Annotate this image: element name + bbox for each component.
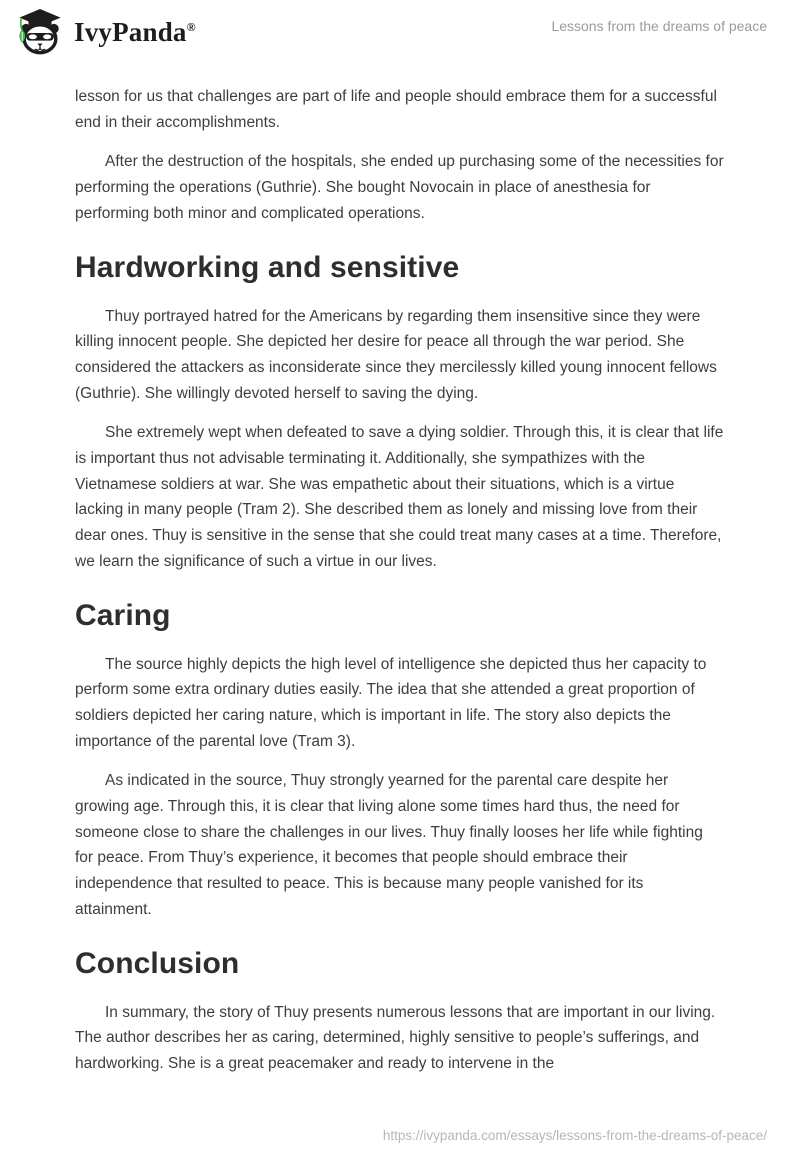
paragraph-continued: lesson for us that challenges are part of life and people should embrace them for a successful end in their accomplishments.: [75, 88, 717, 131]
brand-text: IvyPanda: [74, 17, 187, 47]
paragraph: In summary, the story of Thuy presents numerous lessons that are important in our living. The author describes her as caring, determined, highly sensitive to people’s sufferings, and hardworking. She is a great peacemaker and ready to intervene in the: [75, 1003, 716, 1072]
page-header: [0, 0, 800, 58]
ivypanda-brand[interactable]: [16, 8, 196, 56]
panda-graduate-icon: [16, 8, 64, 56]
section-heading-conclusion: Conclusion: [75, 946, 240, 980]
section-heading-hardworking-and-sensitive: Hardworking and sensitive: [75, 250, 460, 284]
brand-name: [74, 8, 196, 56]
source-url-link[interactable]: https://ivypanda.com/essays/lessons-from-the-dreams-of-peace/: [382, 1128, 767, 1143]
paragraph: She extremely wept when defeated to save a dying soldier. Through this, it is clear that life is important thus not advisable terminating it. Additionally, she sympathizes with the Vietnamese soldiers at war. She was empathetic about their situations, which is a virtue lacking in many people (Tram 2). She described them as lonely and missing love from their dear ones. Thuy is sensitive in the sense that she could treat many cases at a time. Therefore, we learn the significance of such a virtue in our lives.: [75, 424, 724, 570]
section-heading-caring: Caring: [75, 598, 171, 632]
paragraph: As indicated in the source, Thuy strongly yearned for the parental care despite her growing age. Through this, it is clear that living alone some times hard thus, the need for someone close to share the challenges in our lives. Thuy finally looses her life while fighting for peace. From Thuy’s experience, it becomes that people should embrace their independence that resulted to peace. This is because many people vanished for its attainment.: [75, 772, 703, 918]
running-head-title: Lessons from the dreams of peace: [551, 18, 767, 34]
page-footer: [383, 1127, 767, 1145]
registered-trademark: ®: [186, 20, 196, 34]
paragraph: Thuy portrayed hatred for the Americans by regarding them insensitive since they were killing innocent people. She depicted her desire for peace all through the war period. She considered the attackers as inconsiderate since they mercilessly killed young innocent fellows (Guthrie). She willingly devoted herself to saving the dying.: [75, 307, 717, 402]
paragraph: After the destruction of the hospitals, she ended up purchasing some of the necessities for performing the operations (Guthrie). She bought Novocain in place of anesthesia for performing both minor and complicated operations.: [75, 153, 724, 222]
paragraph: The source highly depicts the high level of intelligence she depicted thus her capacity to perform some extra ordinary duties easily. The idea that she attended a great proportion of soldiers depicted her caring nature, which is important in life. The story also depicts the importance of the parental love (Tram 3).: [75, 655, 707, 750]
essay-body: [0, 58, 800, 1077]
